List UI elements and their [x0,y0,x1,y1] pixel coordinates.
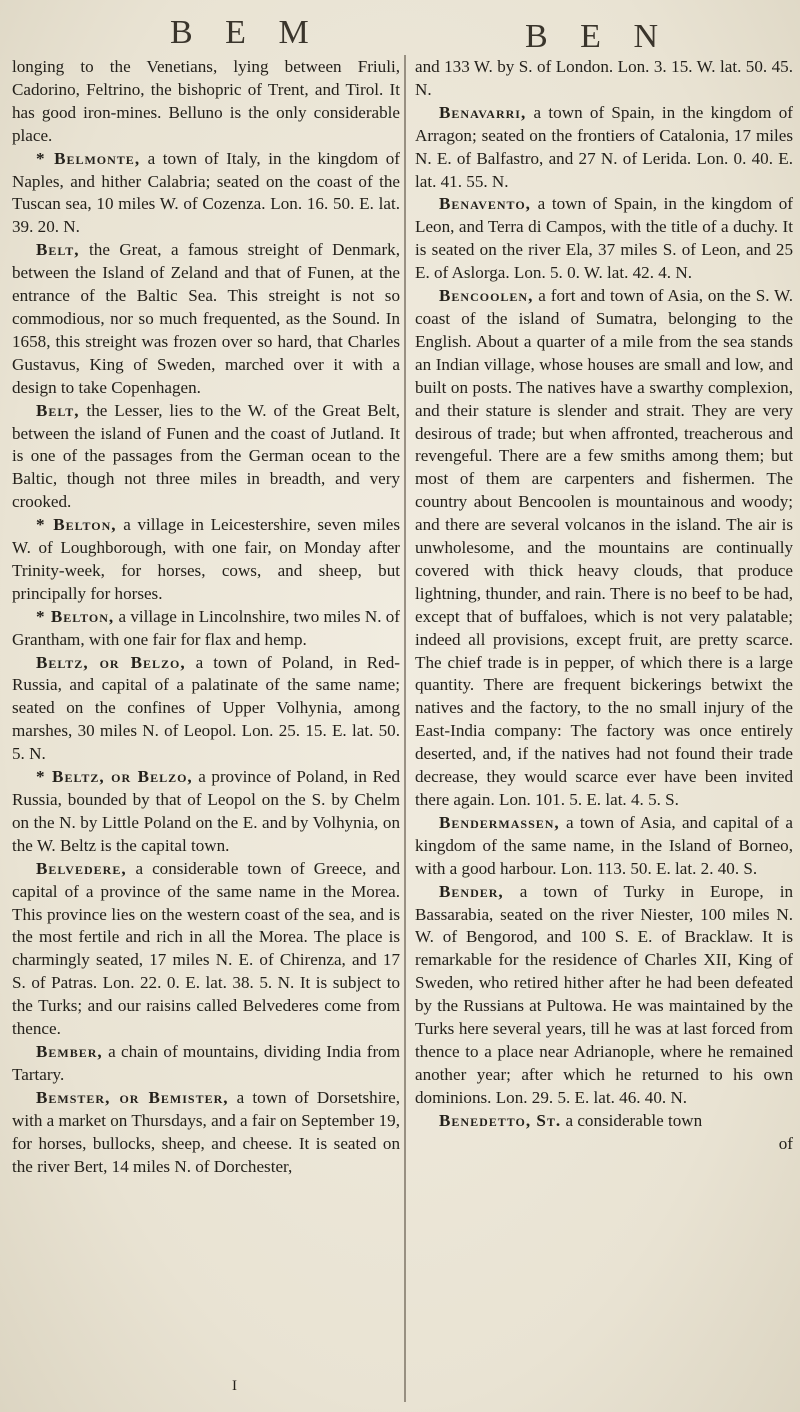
entry-text: the Great, a famous streight of Denmark, between the Island of Zeland and that of Funen, at the entrance of the Baltic Sea. This streight is not so commodious, nor so much frequented, as the Sound. In 1658, this streight was frozen over so hard, that Charles Gustavus, King of Sweden, marched over it with a design to take Copenhagen. [12,240,400,397]
entry-text: a town of Asia, and capital of a kingdom of the same name, in the Island of Borneo, with a good harbour. Lon. 113. 50. E. lat. 2. 40. S. [415,812,793,878]
entry-headword: Belt, [36,240,80,260]
entry-text: a town of Dorsetshire, with a market on Thursdays, and a fair on September 19, for horses, bullocks, sheep, and cheese. It is seated on the river Bert, 14 miles N. of Dorchester, [12,1087,400,1176]
entry-headword: Bember, [36,1041,103,1061]
entry-text: a chain of mountains, dividing India from Tartary. [12,1041,400,1084]
dictionary-entry [415,1110,793,1133]
dictionary-entry [415,881,793,1110]
entry-headword: Belvedere, [36,858,127,878]
entry-headword: Bender, [439,881,504,901]
header-right: B E N [525,18,670,55]
entry-text: a town of Italy, in the kingdom of Naples, and hither Calabria; seated on the coast of the Tuscan sea, 10 miles W. of Cozenza. Lon. 16. 50. E. lat. 39. 20. N. [12,148,400,237]
entry-headword: * Belmonte, [36,148,141,168]
entry-headword: Beltz, or Belzo, [36,652,186,672]
dictionary-entry [12,1041,400,1087]
entry-headword: Benavento, [439,194,531,214]
entry-text: a considerable town of Greece, and capital of a province of the same name in the Morea. This province lies on the western coast of the sea, and is the most fertile and rich in all the Morea. The place is charmingly seated, 17 miles N. E. of Chirenza, and 17 S. of Patras. Lon. 22. 0. E. lat. 38. 5. N. It is subject to the Turks; and our raisins called Belvederes come from thence. [12,858,400,1039]
dictionary-entry [415,102,793,194]
dictionary-entry [12,1087,400,1179]
signature-mark: I [232,1378,237,1394]
dictionary-entry [12,400,400,515]
dictionary-entry [12,148,400,240]
entry-text: a fort and town of Asia, on the S. W. coast of the island of Sumatra, belonging to the English. About a quarter of a mile from the sea stands an Indian village, whose houses are small and low, and built on posts. The natives have a swarthy complexion, and their stature is slender and strait. They are very desirous of trade; but when affronted, treacherous and revengeful. There are a few smiths among them; but most of them are carpenters and fishermen. The country about Bencoolen is mountainous and woody; and there are several volcanos in the island. The air is unwholesome, and the mountains are continually covered with thick heavy clouds, that produce lightning, thunder, and rain. There is no beef to be had, except that of buffaloes, which is not very palatable; indeed all provisions, except fruit, are pretty scarce. The chief trade is in pepper, of which there is a large quantity. There are frequent bickerings betwixt the natives and the factory, to the no small injury of the East-India company: The factory was once entirely deserted, and, if the natives had not found their trade decrease, they would scarce ever have been invited there again. Lon. 101. 5. E. lat. 4. 5. S. [415,286,793,809]
dictionary-entry [12,766,400,858]
entry-headword: Bencoolen, [439,286,534,306]
running-header [0,14,800,62]
entry-headword: * Belton, [36,515,117,535]
entry-headword: Bendermassen, [439,812,560,832]
entry-text: a considerable town [561,1110,703,1130]
entry-headword: Benavarri, [439,102,527,122]
left-column [12,56,400,1178]
dictionary-entry [415,193,793,285]
entry-text: a village in Lincolnshire, two miles N. of Grantham, with one fair for flax and hemp. [12,606,400,649]
dictionary-entry [12,606,400,652]
dictionary-entry [12,239,400,399]
dictionary-entry [12,56,400,148]
entry-text: a village in Leicestershire, seven miles W. of Loughborough, with one fair, on Monday after Trinity-week, for horses, cows, and sheep, but principally for horses. [12,515,400,603]
right-column [415,56,793,1156]
entry-text: the Lesser, lies to the W. of the Great Belt, between the island of Funen and the coast of Jutland. It is one of the passages from the German ocean to the Baltic, though not three miles in breadth, and very crooked. [12,400,400,512]
entry-text: a province of Poland, in Red Russia, bounded by that of Leopol on the S. by Chelm on the N. by Little Poland on the E. and by Volhynia, on the W. Beltz is the capital town. [12,767,400,855]
entry-text: a town of Turky in Europe, in Bassarabia, seated on the river Niester, 100 miles N. W. of Bengorod, and 100 S. E. of Bracklaw. It is remarkable for the residence of Charles XII, King of Sweden, who retired hither after he had been defeated by the Russians at Pultowa. He was maintained by the Turks here several years, till he was at last forced from thence to a place near Adrianople, where he remained another year; after which he returned to his own dominions. Lon. 29. 5. E. lat. 46. 40. N. [415,881,793,1107]
entry-text: longing to the Venetians, lying between Friuli, Cadorino, Feltrino, the bishopric of Trent, and Tirol. It has good iron-mines. Belluno is the only considerable place. [12,57,400,145]
catchword: of [778,1133,793,1153]
entry-text: a town of Spain, in the kingdom of Arragon; seated on the frontiers of Catalonia, 17 miles N. E. of Balfastro, and 27 N. of Lerida. Lon. 0. 40. E. lat. 41. 55. N. [415,102,793,191]
entry-headword: Belt, [36,400,80,420]
entry-text: a town of Spain, in the kingdom of Leon, and Terra di Campos, with the title of a duchy. It is seated on the river Ela, 37 miles S. of Leon, and 25 E. of Aslorga. Lon. 5. 0. W. lat. 42. 4. N. [415,194,793,283]
column-divider [404,55,406,1402]
entry-headword: * Beltz, or Belzo, [36,767,193,787]
dictionary-entry [415,56,793,102]
entry-headword: Benedetto, St. [439,1110,562,1130]
entry-headword: Bemster, or Bemister, [36,1087,229,1107]
dictionary-entry [12,858,400,1041]
header-left: B E M [170,14,321,51]
dictionary-entry [415,285,793,812]
dictionary-entry [415,812,793,881]
dictionary-entry [12,652,400,767]
entry-text: a town of Poland, in Red-Russia, and capital of a palatinate of the same name; seated on the confines of Upper Volhynia, among marshes, 30 miles N. of Leopol. Lon. 25. 15. E. lat. 50. 5. N. [12,652,400,764]
entry-headword: * Belton, [36,606,115,626]
dictionary-entry [12,514,400,606]
entry-text: and 133 W. by S. of London. Lon. 3. 15. W. lat. 50. 45. N. [415,57,793,99]
